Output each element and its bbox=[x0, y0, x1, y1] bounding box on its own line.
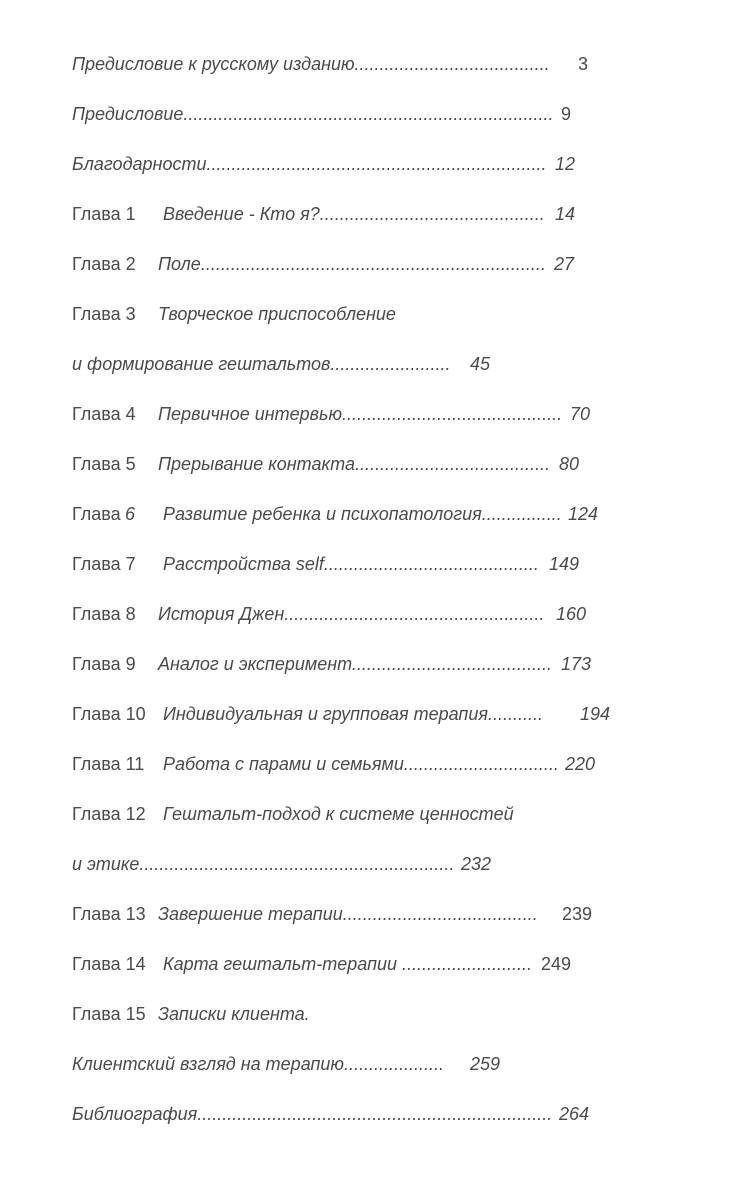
toc-title: История Джен.................................................... bbox=[158, 604, 545, 624]
toc-page-number: 239 bbox=[562, 904, 593, 924]
toc-title: Развитие ребенка и психопатология................ bbox=[163, 504, 562, 524]
toc-title: Индивидуальная и групповая терапия........... bbox=[163, 704, 543, 724]
toc-chapter-label: Глава 14 bbox=[72, 954, 146, 974]
toc-title: Завершение терапии....................................... bbox=[158, 904, 538, 924]
toc-chapter-label: Глава 8 bbox=[72, 604, 136, 624]
toc-chapter-label: Глава 7 bbox=[72, 554, 136, 574]
toc-page-number: 45 bbox=[470, 354, 491, 374]
toc-page-number: 27 bbox=[554, 254, 575, 274]
toc-chapter-label: Глава 15 bbox=[72, 1004, 146, 1024]
toc-page-number: 12 bbox=[555, 154, 576, 174]
toc-title-continuation: Клиентский взгляд на терапию.................... bbox=[72, 1054, 444, 1074]
toc-page-number: 249 bbox=[541, 954, 572, 974]
toc-page-number: 173 bbox=[561, 654, 592, 674]
toc-page-number: 194 bbox=[580, 704, 611, 724]
toc-page-number: 220 bbox=[565, 754, 596, 774]
toc-page-number: 259 bbox=[470, 1054, 501, 1074]
toc-title: Работа с парами и семьями............................... bbox=[163, 754, 559, 774]
toc-title-continuation: и этике............................................................... bbox=[72, 854, 455, 874]
toc-chapter-number: 6 bbox=[125, 504, 136, 524]
toc-chapter-label: Глава 5 bbox=[72, 454, 136, 474]
toc-chapter-label: Глава 13 bbox=[72, 904, 146, 924]
toc-title: Первичное интервью............................................ bbox=[158, 404, 563, 424]
toc-title: Записки клиента. bbox=[158, 1004, 310, 1024]
toc-title: Прерывание контакта....................................... bbox=[158, 454, 551, 474]
toc-title: Предисловие.......................................................................... bbox=[72, 104, 554, 124]
toc-title: Предисловие к русскому изданию....................................... bbox=[72, 54, 550, 74]
toc-chapter-label: Глава 12 bbox=[72, 804, 146, 824]
toc-title: Карта гештальт-терапии .......................... bbox=[163, 954, 533, 974]
toc-title: Творческое приспособление bbox=[158, 304, 396, 324]
toc-title: Введение - Кто я?............................................. bbox=[163, 204, 545, 224]
toc-title: Аналог и эксперимент........................................ bbox=[158, 654, 552, 674]
toc-chapter-label: Глава 3 bbox=[72, 304, 136, 324]
toc-title: Гештальт-подход к системе ценностей bbox=[163, 804, 514, 824]
toc-title: Благодарности.................................................................... bbox=[72, 154, 547, 174]
toc-chapter-label: Глава 4 bbox=[72, 404, 136, 424]
toc-title: Расстройства self........................................... bbox=[163, 554, 539, 574]
toc-page-number: 232 bbox=[461, 854, 492, 874]
toc-chapter-label: Глава 1 bbox=[72, 204, 136, 224]
toc-page-number: 9 bbox=[561, 104, 572, 124]
toc-title: Библиография....................................................................... bbox=[72, 1104, 553, 1124]
toc-page-number: 3 bbox=[578, 54, 589, 74]
toc-page-number: 264 bbox=[559, 1104, 590, 1124]
toc-page-number: 160 bbox=[556, 604, 587, 624]
toc-chapter-label: Глава 9 bbox=[72, 654, 136, 674]
toc-chapter-label: Глава 10 bbox=[72, 704, 146, 724]
toc-page-number: 124 bbox=[568, 504, 599, 524]
toc-title-continuation: и формирование гештальтов........................ bbox=[72, 354, 451, 374]
toc-page-number: 14 bbox=[555, 204, 576, 224]
toc-chapter-label: Глава 2 bbox=[72, 254, 136, 274]
toc-chapter-label: Глава 11 bbox=[72, 754, 145, 774]
toc-page-number: 80 bbox=[559, 454, 580, 474]
toc-page-number: 149 bbox=[549, 554, 580, 574]
toc-chapter-label: Глава bbox=[72, 504, 121, 524]
toc-title: Поле..................................................................... bbox=[158, 254, 546, 274]
toc-page-number: 70 bbox=[570, 404, 591, 424]
